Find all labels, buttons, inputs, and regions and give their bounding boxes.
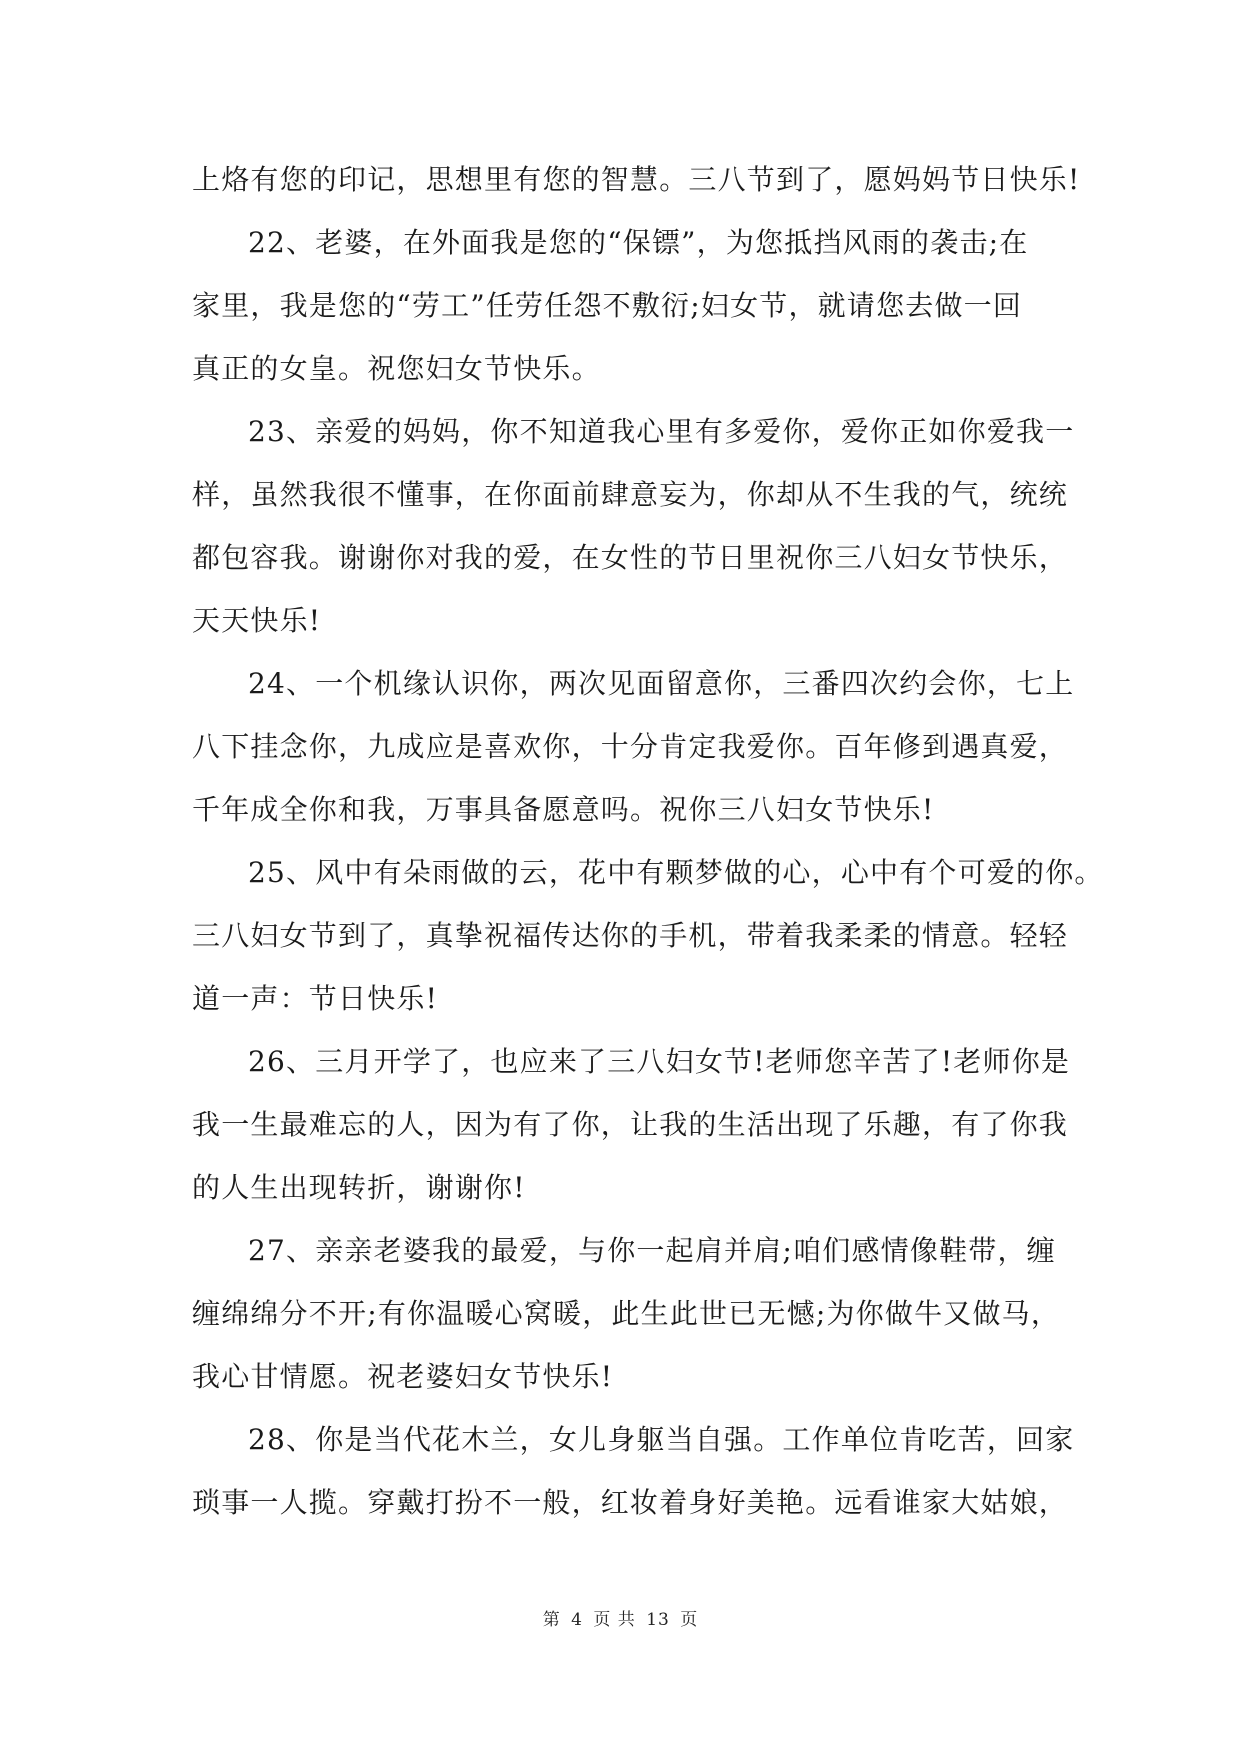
text-line: 八下挂念你，九成应是喜欢你，十分肯定我爱你。百年修到遇真爱， [192,730,1069,763]
footer-page-number: 4 [571,1610,583,1630]
text-line: 家里，我是您的“劳工”任劳任怨不敷衍;妇女节，就请您去做一回 [192,289,1023,322]
text-line: 23、亲爱的妈妈，你不知道我心里有多爱你，爱你正如你爱我一 [248,415,1075,448]
footer-total-pages: 13 [646,1610,670,1630]
footer-prefix: 第 [542,1610,561,1630]
text-line: 天天快乐! [192,604,322,637]
page-footer [0,1605,1241,1630]
text-line: 的人生出现转折，谢谢你! [192,1171,526,1204]
footer-suffix: 页 [680,1610,699,1630]
text-line: 道一声：节日快乐! [192,982,439,1015]
text-line: 琐事一人揽。穿戴打扮不一般，红妆着身好美艳。远看谁家大姑娘， [192,1486,1069,1519]
text-line: 28、你是当代花木兰，女儿身躯当自强。工作单位肯吃苦，回家 [248,1423,1075,1456]
text-line: 22、老婆，在外面我是您的“保镖”，为您抵挡风雨的袭击;在 [248,226,1029,259]
text-line: 缠绵绵分不开;有你温暖心窝暖，此生此世已无憾;为你做牛又做马， [192,1297,1061,1330]
text-line: 25、风中有朵雨做的云，花中有颗梦做的心，心中有个可爱的你。 [248,856,1104,889]
text-line: 真正的女皇。祝您妇女节快乐。 [192,352,601,385]
text-line: 27、亲亲老婆我的最爱，与你一起肩并肩;咱们感情像鞋带，缠 [248,1234,1056,1267]
text-line: 样，虽然我很不懂事，在你面前肆意妄为，你却从不生我的气，统统 [192,478,1069,511]
text-line: 26、三月开学了，也应来了三八妇女节!老师您辛苦了!老师你是 [248,1045,1071,1078]
text-line: 24、一个机缘认识你，两次见面留意你，三番四次约会你，七上 [248,667,1075,700]
text-line: 我一生最难忘的人，因为有了你，让我的生活出现了乐趣，有了你我 [192,1108,1069,1141]
text-line: 千年成全你和我，万事具备愿意吗。祝你三八妇女节快乐! [192,793,935,826]
footer-mid: 页 共 [593,1610,636,1630]
text-line: 上烙有您的印记，思想里有您的智慧。三八节到了，愿妈妈节日快乐! [192,163,1081,196]
document-body [192,148,1104,1534]
text-line: 三八妇女节到了，真挚祝福传达你的手机，带着我柔柔的情意。轻轻 [192,919,1069,952]
text-line: 都包容我。谢谢你对我的爱，在女性的节日里祝你三八妇女节快乐， [192,541,1069,574]
text-line: 我心甘情愿。祝老婆妇女节快乐! [192,1360,614,1393]
